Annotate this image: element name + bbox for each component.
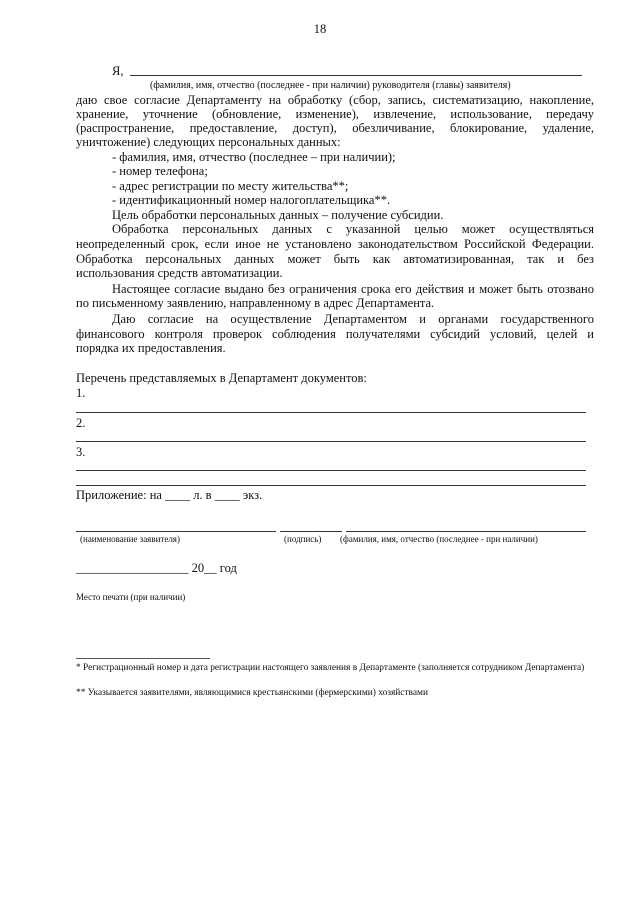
signature-line[interactable] <box>280 531 342 532</box>
p3-line-2: по письменному заявлению, направленному в адрес Департамента. <box>76 296 435 310</box>
ya-label: Я, <box>112 64 124 78</box>
date-year: 20__ год <box>191 561 237 575</box>
date-blank[interactable]: __________________ <box>76 561 189 575</box>
data-item-fio: - фамилия, имя, отчество (последнее – при наличии); <box>112 150 396 164</box>
consent-line-2: хранение, уточнение (обновление, изменение), извлечение, использование, передачу <box>76 107 594 121</box>
footnote-separator <box>76 658 210 659</box>
signature-caption: (подпись) <box>284 534 322 544</box>
stamp-caption: Место печати (при наличии) <box>76 592 186 602</box>
document-item-3-number: 3. <box>76 445 86 459</box>
footnote-2: ** Указывается заявителями, являющимися крестьянскими (фермерскими) хозяйствами <box>76 688 428 698</box>
data-item-phone: - номер телефона; <box>112 164 208 178</box>
fio-caption: (фамилия, имя, отчество (последнее - при наличии) <box>340 534 538 544</box>
page-number: 18 <box>313 22 327 36</box>
p2-line-2: неопределенный срок, если иное не установлено законодательством Российской Федерации. <box>76 237 594 251</box>
attachment-mid: л. в <box>193 488 212 502</box>
applicant-name-line[interactable] <box>130 75 582 76</box>
fio-signature-line[interactable] <box>346 531 586 532</box>
document-item-1-number: 1. <box>76 386 86 400</box>
attachment-line <box>76 488 262 502</box>
consent-line-4: уничтожение) следующих персональных данных: <box>76 135 341 149</box>
document-item-2-number: 2. <box>76 416 86 430</box>
attachment-suffix: экз. <box>242 488 263 502</box>
attachment-prefix: Приложение: на <box>76 488 162 502</box>
p3-line-1: Настоящее согласие выдано без ограничения срока его действия и может быть отозвано <box>112 282 594 296</box>
document-item-3-line[interactable] <box>76 470 586 471</box>
p4-line-2: финансового контроля проверок соблюдения получателями субсидий условий, целей и <box>76 327 594 341</box>
p2-line-4: использования средств автоматизации. <box>76 266 283 280</box>
date-line <box>76 561 237 575</box>
p2-line-3: Обработка персональных данных может быть как автоматизированная, так и без <box>76 252 594 266</box>
attachment-sheets-blank[interactable]: ____ <box>165 488 191 502</box>
document-item-1-line[interactable] <box>76 412 586 413</box>
p4-line-1: Даю согласие на осуществление Департаментом и органами государственного <box>112 312 594 326</box>
data-item-address: - адрес регистрации по месту жительства**; <box>112 179 349 193</box>
applicant-caption: (фамилия, имя, отчество (последнее - при наличии) руководителя (главы) заявителя) <box>150 80 511 91</box>
p4-line-3: порядка их предоставления. <box>76 341 226 355</box>
documents-heading: Перечень представляемых в Департамент документов: <box>76 371 367 385</box>
applicant-name-signature-line[interactable] <box>76 531 276 532</box>
document-extra-line[interactable] <box>76 485 586 486</box>
purpose-line: Цель обработки персональных данных – получение субсидии. <box>112 208 444 222</box>
applicant-name-caption: (наименование заявителя) <box>80 534 180 544</box>
p2-line-1: Обработка персональных данных с указанной целью может осуществляться <box>112 222 594 236</box>
footnote-1: * Регистрационный номер и дата регистрации настоящего заявления в Департаменте (заполняется сотрудником Департамента) <box>76 663 585 673</box>
attachment-copies-blank[interactable]: ____ <box>214 488 240 502</box>
consent-line-3: (распространение, предоставление, доступ), обезличивание, блокирование, удаление, <box>76 121 594 135</box>
consent-line-1: даю свое согласие Департаменту на обработку (сбор, запись, систематизацию, накопление, <box>76 93 594 107</box>
data-item-inn: - идентификационный номер налогоплательщика**. <box>112 193 391 207</box>
document-item-2-line[interactable] <box>76 441 586 442</box>
